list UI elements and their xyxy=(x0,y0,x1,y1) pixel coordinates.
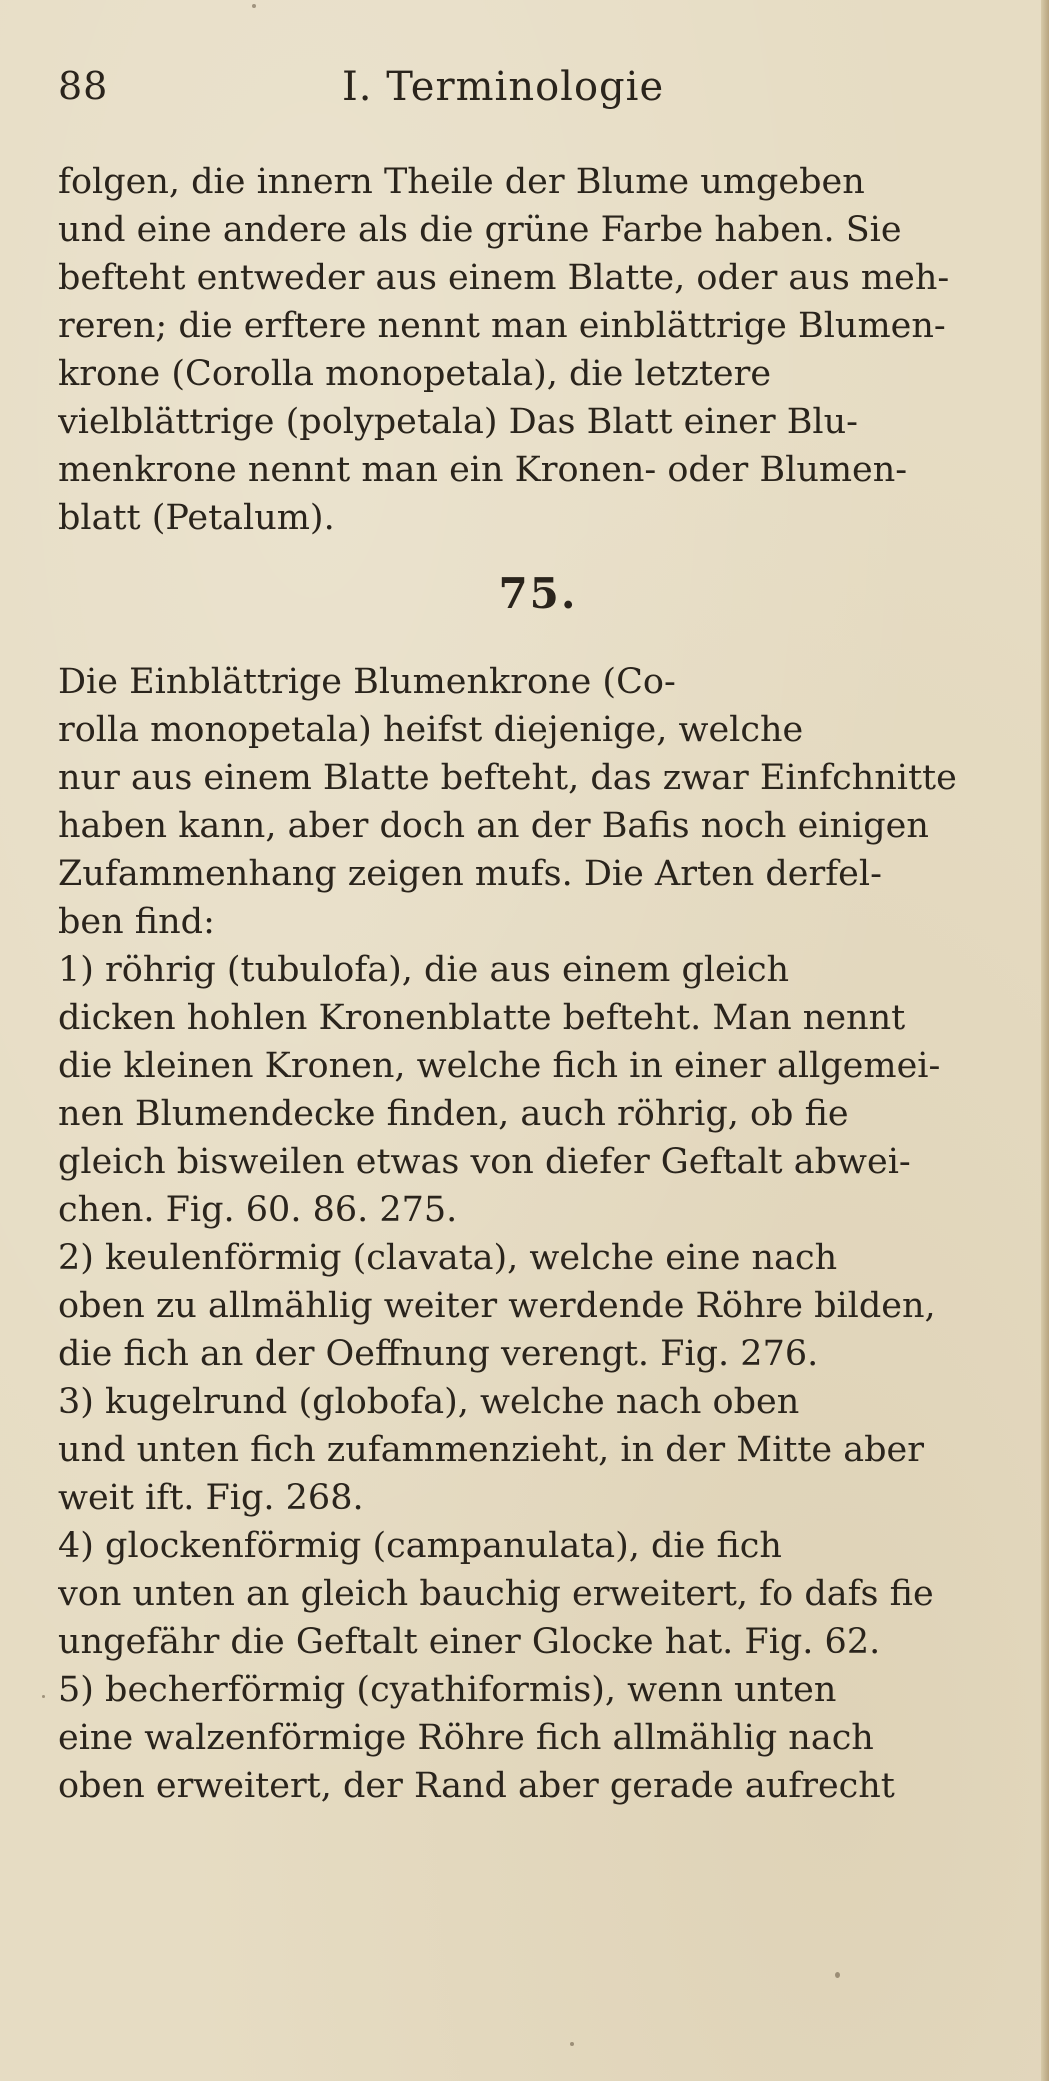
list-item-line: oben zu allmählig weiter werdende Röhre bilden, xyxy=(58,1286,936,1326)
list-item-line: ungefähr die Geftalt einer Glocke hat. Fig. 62. xyxy=(58,1622,881,1662)
list-item-line: 5) becherförmig (cyathiformis), wenn unten xyxy=(58,1670,837,1710)
page-body xyxy=(58,158,1018,1810)
list-item-line: 1) röhrig (tubulofa), die aus einem gleich xyxy=(58,950,790,990)
text-line: reren; die erftere nennt man einblättrige Blumen- xyxy=(58,306,946,346)
list-item-line: 2) keulenförmig (clavata), welche eine nach xyxy=(58,1238,838,1278)
paper-speck xyxy=(252,4,256,8)
text-line: ben find: xyxy=(58,902,215,942)
text-line: krone (Corolla monopetala), die letztere xyxy=(58,354,772,394)
page-edge-shadow xyxy=(1041,0,1049,2081)
page-header xyxy=(58,56,1018,126)
section-number: 75. xyxy=(498,569,578,618)
list-item-line: eine walzenförmige Röhre fich allmählig nach xyxy=(58,1718,874,1758)
list-item-line: die fich an der Oeffnung verengt. Fig. 276. xyxy=(58,1334,819,1374)
text-line: befteht entweder aus einem Blatte, oder aus meh- xyxy=(58,258,950,298)
list-item-line: und unten fich zufammenzieht, in der Mitte aber xyxy=(58,1430,924,1470)
list-item-line: 4) glockenförmig (campanulata), die fich xyxy=(58,1526,782,1566)
list-item-line: chen. Fig. 60. 86. 275. xyxy=(58,1190,458,1230)
text-line: und eine andere als die grüne Farbe haben. Sie xyxy=(58,210,902,250)
text-line: haben kann, aber doch an der Bafis noch einigen xyxy=(58,806,929,846)
list-item-line: von unten an gleich bauchig erweitert, fo dafs fie xyxy=(58,1574,934,1614)
paper-speck xyxy=(570,2042,574,2046)
text-line: nur aus einem Blatte befteht, das zwar Einfchnitte xyxy=(58,758,957,798)
text-line: folgen, die innern Theile der Blume umgeben xyxy=(58,162,865,202)
text-line: menkrone nennt man ein Kronen- oder Blumen- xyxy=(58,450,908,490)
list-item-line: 3) kugelrund (globofa), welche nach oben xyxy=(58,1382,800,1422)
list-item-line: weit ift. Fig. 268. xyxy=(58,1478,364,1518)
text-line: Die Einblättrige Blumenkrone (Co- xyxy=(58,662,676,702)
chapter-title: I. Terminologie xyxy=(342,64,665,110)
page-number: 88 xyxy=(58,64,109,108)
text-line: rolla monopetala) heifst diejenige, welche xyxy=(58,710,804,750)
list-item-line: oben erweitert, der Rand aber gerade aufrecht xyxy=(58,1766,895,1806)
list-item-line: dicken hohlen Kronenblatte befteht. Man nennt xyxy=(58,998,906,1038)
text-line: Zufammenhang zeigen mufs. Die Arten derfel- xyxy=(58,854,882,894)
paper-speck xyxy=(42,1695,45,1698)
list-item-line: nen Blumendecke finden, auch röhrig, ob fie xyxy=(58,1094,849,1134)
list-item-line: gleich bisweilen etwas von diefer Geftalt abwei- xyxy=(58,1142,911,1182)
list-item-line: die kleinen Kronen, welche fich in einer allgemei- xyxy=(58,1046,941,1086)
text-line: blatt (Petalum). xyxy=(58,498,335,538)
paper-speck xyxy=(835,1972,840,1978)
text-line: vielblättrige (polypetala) Das Blatt einer Blu- xyxy=(58,402,858,442)
